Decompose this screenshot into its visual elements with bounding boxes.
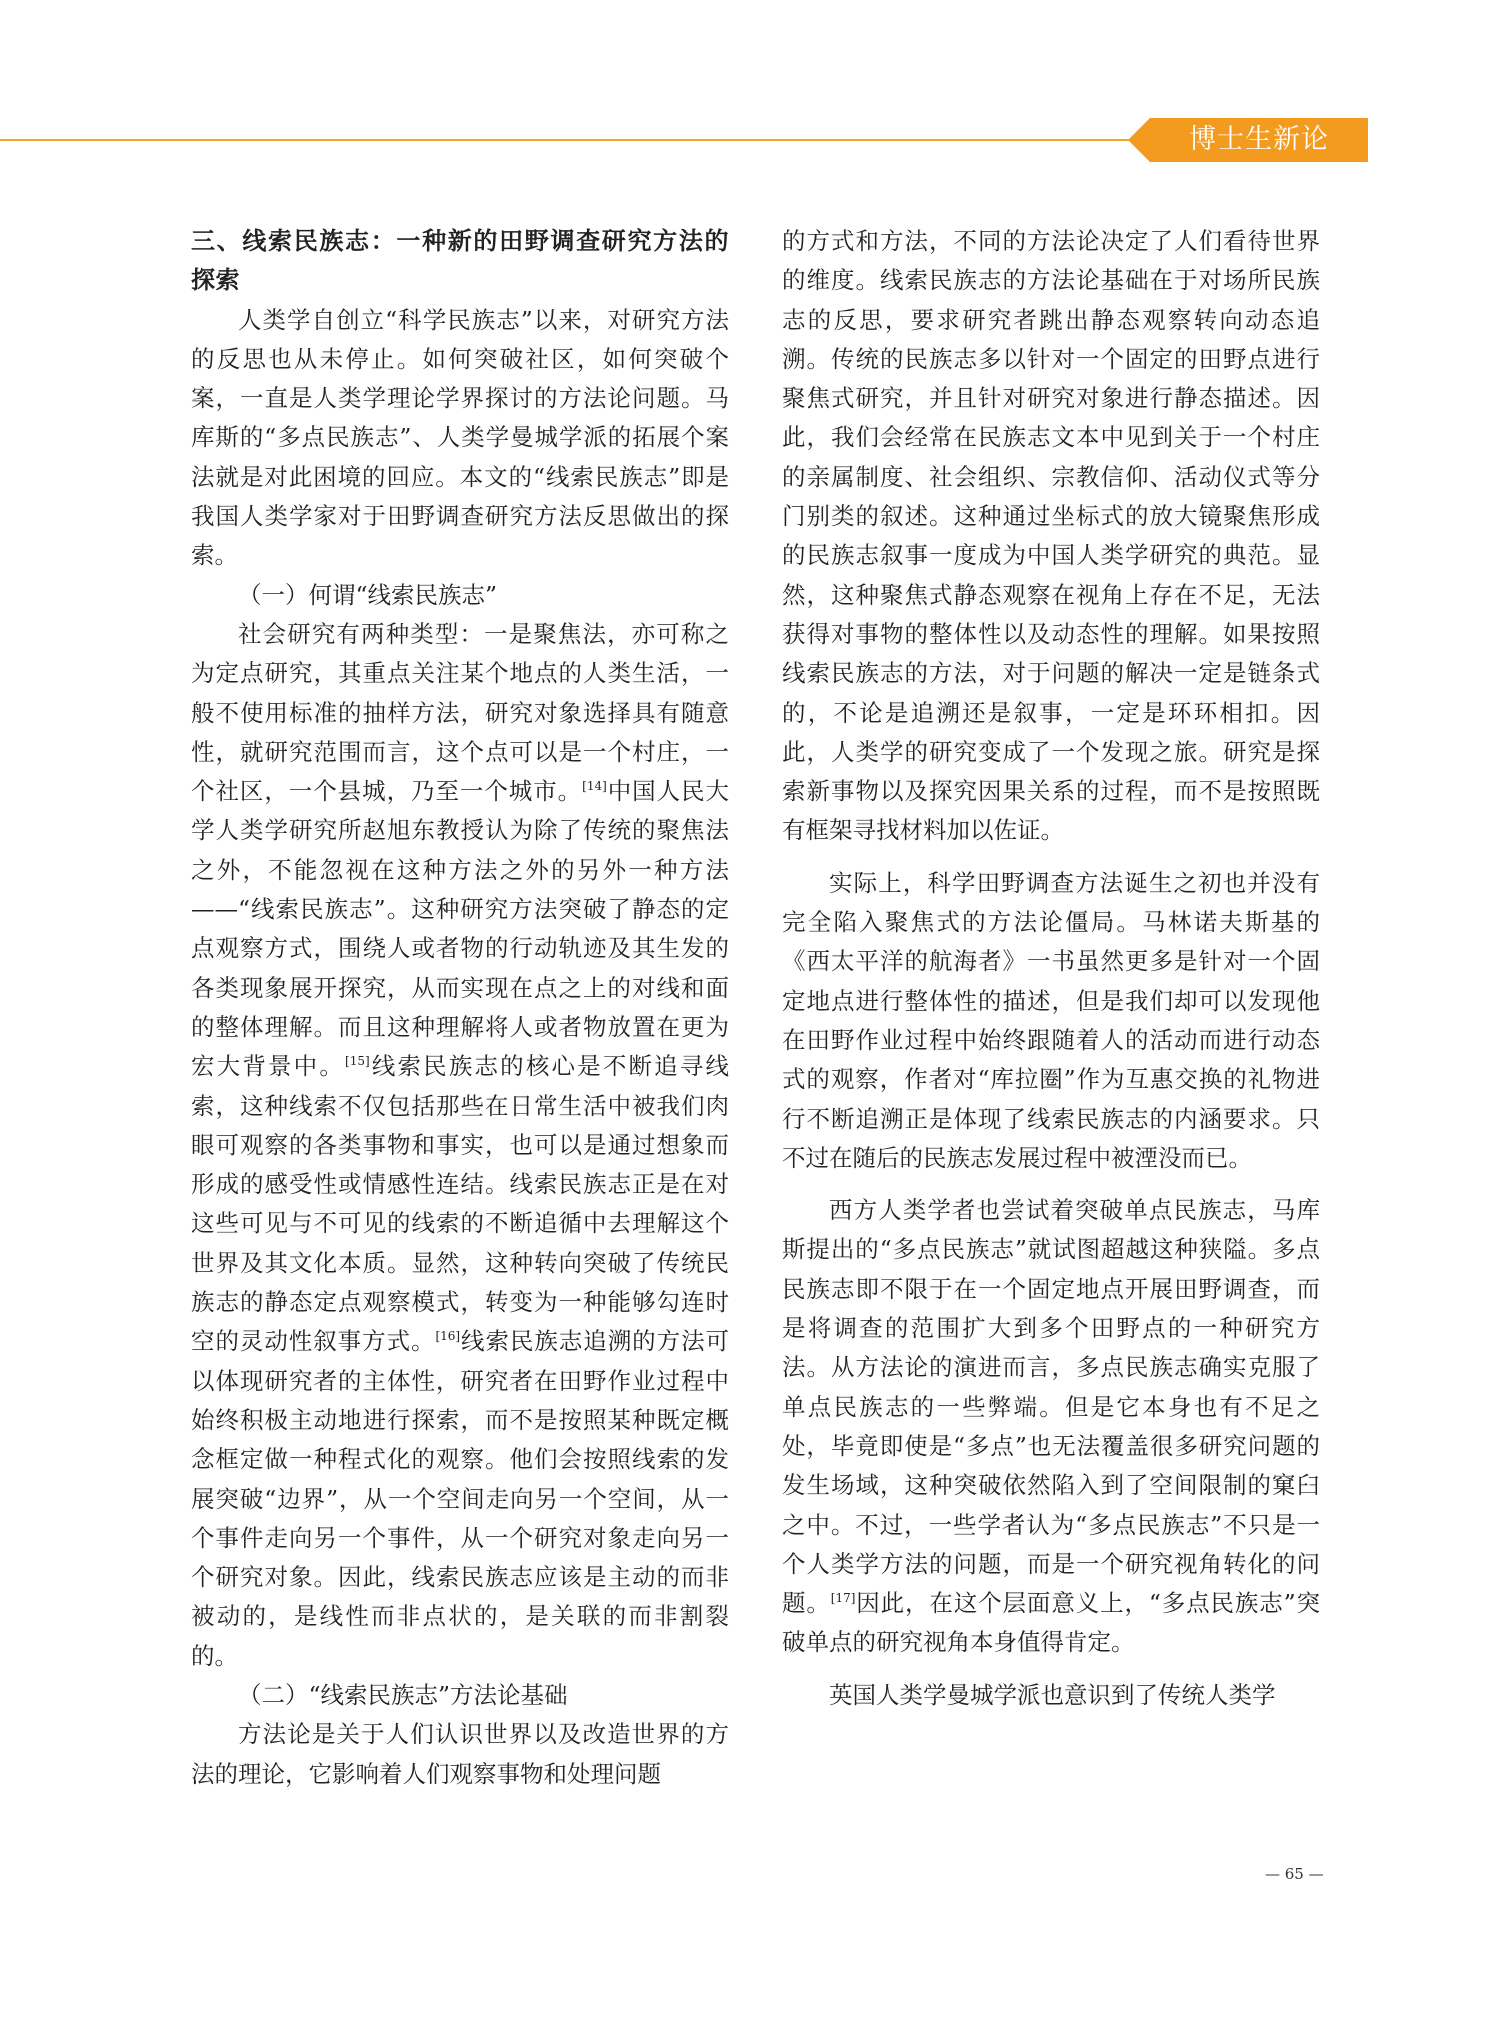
citation-ref: [17]: [830, 1591, 856, 1606]
citation-ref: [14]: [582, 779, 607, 794]
paragraph: [191, 615, 729, 1676]
text-span: 社会研究有两种类型：一是聚焦法，亦可称之为定点研究，其重点关注某个地点的人类生活，一般不使用标准的抽样方法，研究对象选择具有随意性，就研究范围而言，这个点可以是一个村庄，一个社区，一个县城，乃至一个城市。: [191, 619, 729, 806]
citation-ref: [16]: [435, 1329, 461, 1344]
section-heading: 三、线索民族志：一种新的田野调查研究方法的探索: [191, 227, 729, 295]
section-tag: 博士生新论: [1150, 118, 1368, 162]
text-span: 西方人类学者也尝试着突破单点民族志，马库斯提出的“多点民族志”就试图超越这种狭隘。多点民族志即不限于在一个固定地点开展田野调查，而是将调查的范围扩大到多个田野点的一种研究方法。从方法论的演进而言，多点民族志确实克服了单点民族志的一些弊端。但是它本身也有不足之处，毕竟即使是“多点”也无法覆盖很多研究问题的发生场域，这种突破依然陷入到了空间限制的窠臼之中。不过，一些学者认为“多点民族志”不只是一个人类学方法的问题，而是一个研究视角转化的问题。: [782, 1196, 1320, 1618]
paragraph: 的方式和方法，不同的方法论决定了人们看待世界的维度。线索民族志的方法论基础在于对场所民族志的反思，要求研究者跳出静态观察转向动态追溯。传统的民族志多以针对一个固定的田野点进行聚焦式研究，并且针对研究对象进行静态描述。因此，我们会经常在民族志文本中见到关于一个村庄的亲属制度、社会组织、宗教信仰、活动仪式等分门别类的叙述。这种通过坐标式的放大镜聚焦形成的民族志叙事一度成为中国人类学研究的典范。显然，这种聚焦式静态观察在视角上存在不足，无法获得对事物的整体性以及动态性的理解。如果按照线索民族志的方法，对于问题的解决一定是链条式的，不论是追溯还是叙事，一定是环环相扣。因此，人类学的研究变成了一个发现之旅。研究是探索新事物以及探究因果关系的过程，而不是按照既有框架寻找材料加以佐证。: [782, 227, 1320, 845]
paragraph: [782, 1191, 1320, 1663]
text-span: 线索民族志追溯的方法可以体现研究者的主体性，研究者在田野作业过程中始终积极主动地进行探索，而不是按照某种既定概念框定做一种程式化的观察。他们会按照线索的发展突破“边界”，从一个空间走向另一个空间，从一个事件走向另一个事件，从一个研究对象走向另一个研究对象。因此，线索民族志应该是主动的而非被动的，是线性而非点状的，是关联的而非割裂的。: [191, 1327, 730, 1670]
paragraph: 人类学自创立“科学民族志”以来，对研究方法的反思也从未停止。如何突破社区，如何突破个案，一直是人类学理论学界探讨的方法论问题。马库斯的“多点民族志”、人类学曼城学派的拓展个案法就是对此困境的回应。本文的“线索民族志”即是我国人类学家对于田野调查研究方法反思做出的探索。: [191, 305, 729, 570]
right-column: [782, 222, 1320, 1715]
page-number: — 65 —: [1265, 1865, 1324, 1883]
text-span: 线索民族志的核心是不断追寻线索，这种线索不仅包括那些在日常生活中被我们肉眼可观察的各类事物和事实，也可以是通过想象而形成的感受性或情感性连结。线索民族志正是在对这些可见与不可见的线索的不断追循中去理解这个世界及其文化本质。显然，这种转向突破了传统民族志的静态定点观察模式，转变为一种能够勾连时空的灵动性叙事方式。: [191, 1052, 730, 1356]
citation-ref: [15]: [345, 1054, 370, 1069]
subheading: （一）何谓“线索民族志”: [238, 580, 498, 609]
subheading: （二）“线索民族志”方法论基础: [238, 1680, 568, 1709]
paragraph: 英国人类学曼城学派也意识到了传统人类学: [829, 1680, 1276, 1709]
header-rule: [0, 139, 1150, 141]
paragraph: 实际上，科学田野调查方法诞生之初也并没有完全陷入聚焦式的方法论僵局。马林诺夫斯基的《西太平洋的航海者》一书虽然更多是针对一个固定地点进行整体性的描述，但是我们却可以发现他在田野作业过程中始终跟随着人的活动而进行动态式的观察，作者对“库拉圈”作为互惠交换的礼物进行不断追溯正是体现了线索民族志的内涵要求。只不过在随后的民族志发展过程中被湮没而已。: [782, 868, 1320, 1172]
left-column: [191, 222, 729, 1794]
text-span: 中国人民大学人类学研究所赵旭东教授认为除了传统的聚焦法之外，不能忽视在这种方法之外的另外一种方法——“线索民族志”。这种研究方法突破了静态的定点观察方式，围绕人或者物的行动轨迹及其生发的各类现象展开探究，从而实现在点之上的对线和面的整体理解。而且这种理解将人或者物放置在更为宏大背景中。: [191, 777, 730, 1081]
text-span: 因此，在这个层面意义上，“多点民族志”突破单点的研究视角本身值得肯定。: [782, 1589, 1321, 1657]
paragraph: 方法论是关于人们认识世界以及改造世界的方法的理论，它影响着人们观察事物和处理问题: [191, 1720, 729, 1788]
